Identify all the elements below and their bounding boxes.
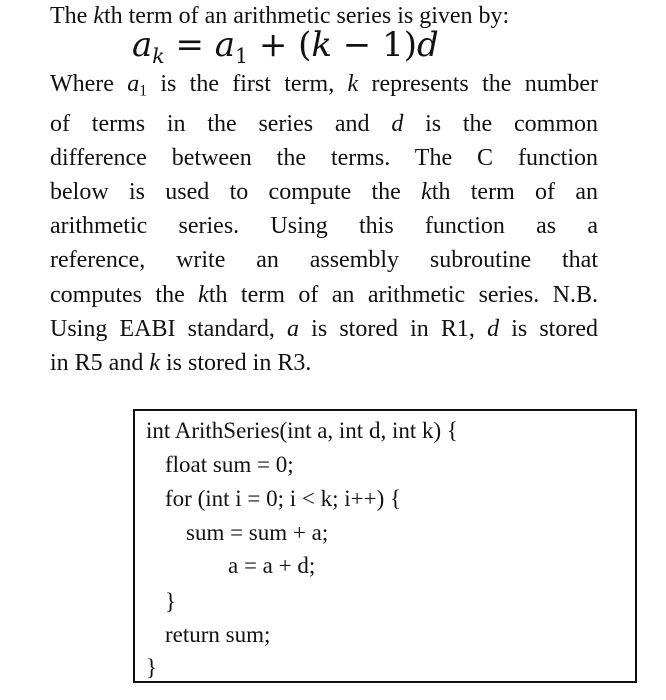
formula-plus: + ( [248,25,312,65]
intro-k-var: k [93,3,104,29]
text: represents the number [358,71,599,97]
text: in R5 and [50,350,150,376]
text: computes the [50,282,199,308]
paragraph-line-1 [50,72,598,99]
paragraph-line-3: difference between the terms. The C function [50,145,598,171]
paragraph-line-9 [50,351,311,375]
code-line-3: for (int i = 0; i < k; i++) { [165,486,402,511]
intro-text: The [50,3,94,29]
var-a: a [127,71,140,97]
code-line-1: int ArithSeries(int a, int d, int k) { [146,418,458,443]
formula-minus: − 1) [332,25,417,65]
text: is stored [499,316,598,342]
text: Using EABI standard, [50,316,288,342]
formula-k-subscript: k [152,44,165,69]
formula-equals: = [164,25,215,65]
text: is stored in R3. [159,350,312,376]
formula-a1-var: a [214,25,236,65]
var-k: k [149,350,160,376]
sub-1: 1 [139,82,148,100]
var-k: k [347,71,359,97]
paragraph-line-7 [50,283,598,307]
formula-a-var: a [132,25,153,65]
text: below is used to compute the [50,179,422,205]
text: of terms in the series and [50,111,392,137]
formula-k-var: k [311,25,332,65]
var-d: d [391,111,404,137]
text: is the first term, [147,71,348,97]
paragraph-line-2 [50,112,598,136]
formula [132,25,439,69]
paragraph-line-8 [50,317,598,341]
code-line-6: } [165,589,177,614]
var-k: k [198,282,209,308]
code-line-5: a = a + d; [228,553,316,578]
formula-1-subscript: 1 [235,44,249,69]
var-d: d [487,316,500,342]
text: is the common [403,111,598,137]
code-line-7: return sum; [165,622,271,647]
var-k: k [421,179,432,205]
var-a: a [287,316,300,342]
paragraph-line-6: reference, write an assembly subroutine that [50,247,598,273]
paragraph-line-5: arithmetic series. Using this function as a [50,213,598,239]
text: th term of an [431,179,598,205]
intro-text-end: th term of an arithmetic series is given by: [103,3,510,29]
text: Where [50,71,128,97]
text: th term of an arithmetic series. N.B. [208,282,598,308]
formula-d-var: d [417,25,439,65]
code-line-8: } [146,655,158,680]
code-line-4: sum = sum + a; [186,520,329,545]
paragraph-line-4 [50,180,598,204]
code-line-2: float sum = 0; [165,452,294,477]
text: is stored in R1, [299,316,488,342]
